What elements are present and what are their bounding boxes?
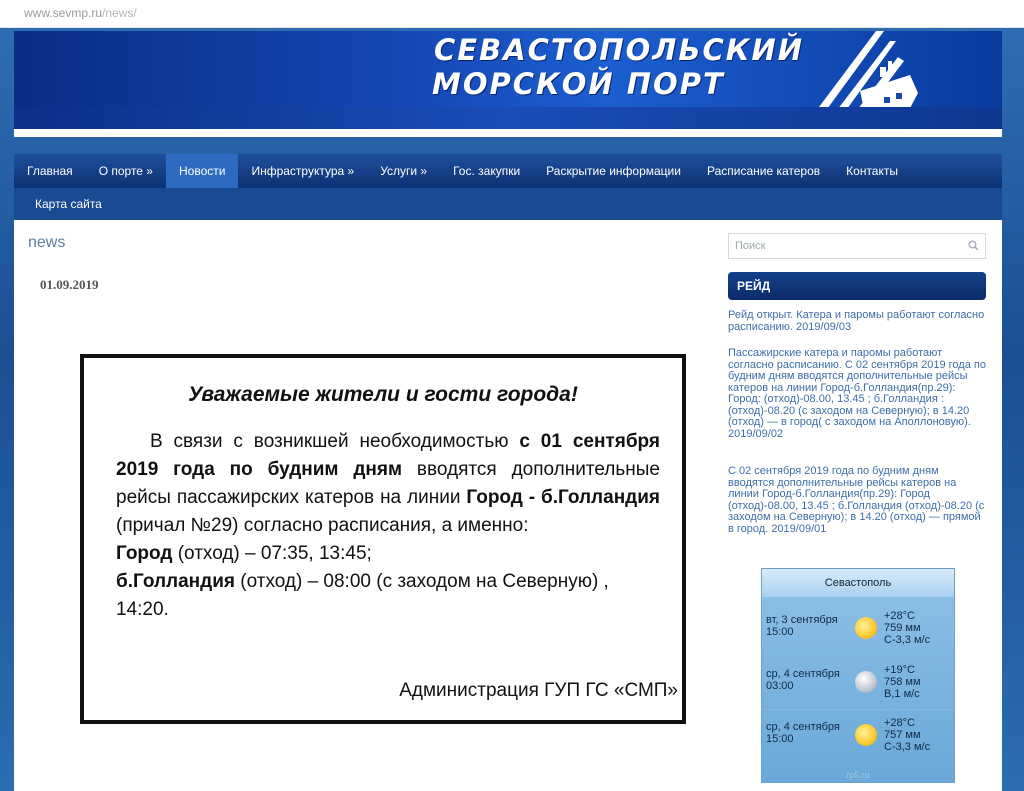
- notice-text: (отход) – 08:00 (с заходом на Северную) , 14:20.: [116, 571, 609, 620]
- weather-pressure: 757 мм: [884, 729, 921, 741]
- nav-about[interactable]: О порте »: [98, 164, 153, 178]
- notice-text: (отход) – 07:35, 13:45;: [172, 543, 372, 564]
- notice-paragraph: [116, 428, 660, 540]
- cloud-moon-icon: [855, 671, 877, 693]
- nav-sitemap[interactable]: Карта сайта: [35, 197, 102, 211]
- sidebar-news-item[interactable]: Рейд открыт. Катера и паромы работают согласно расписанию. 2019/09/03: [728, 309, 985, 333]
- weather-pressure: 758 мм: [884, 676, 921, 688]
- nav-disclosure[interactable]: Раскрытие информации: [546, 164, 681, 178]
- nav-contacts[interactable]: Контакты: [846, 164, 898, 178]
- weather-row: [762, 603, 954, 655]
- nav-boat-schedule[interactable]: Расписание катеров: [706, 164, 821, 178]
- weather-time: ср, 4 сентября 03:00: [766, 668, 840, 692]
- notice-line-gollandia: [116, 568, 660, 624]
- url-host: www.sevmp.ru: [24, 6, 103, 20]
- search-input[interactable]: [728, 233, 986, 259]
- secondary-nav: [14, 188, 1002, 220]
- notice-signature: Администрация ГУП ГС «СМП»: [399, 680, 678, 701]
- weather-values: [884, 664, 921, 700]
- notice-bold-text: с 01 сентября 2019 года по будним дням: [116, 431, 661, 480]
- sidebar-news-item[interactable]: Пассажирские катера и паромы работают согласно расписанию. С 02 сентября 2019 года по будним дням вводятся дополнительные рейсы катеров на линии Город-б.Голландия(пр.29): Город: (отход)-08.00, 13.45 ; б.Голландия : (отход)-08.20 (с заходом на Северную); в 14.20 (отход) — в город( с заходом на Аполлоновую). 2019/09/02: [728, 347, 986, 440]
- weather-wind: С-3,3 м/с: [884, 634, 931, 646]
- weather-widget[interactable]: [761, 568, 955, 783]
- nav-infrastructure[interactable]: Инфраструктура »: [251, 164, 355, 178]
- site-banner[interactable]: [14, 31, 1002, 137]
- weather-temp: +28°C: [884, 610, 916, 622]
- weather-values: [884, 717, 930, 753]
- nav-home[interactable]: Главная: [27, 164, 73, 178]
- weather-temp: +19°C: [884, 664, 916, 676]
- weather-temp: +28°C: [884, 717, 916, 729]
- weather-city: Севастополь: [762, 569, 954, 597]
- weather-row: [762, 656, 954, 708]
- page-title: news: [28, 234, 66, 251]
- weather-source-link[interactable]: rp5.ru: [846, 770, 870, 780]
- post-date: 01.09.2019: [40, 277, 99, 292]
- sidebar-news-item[interactable]: С 02 сентября 2019 года по будним дням вводятся дополнительные рейсы катеров на линии Город-б.Голландия(пр.29): Город (отход)-08.00, 13.45 ; б.Голландия (отход)-08.20 (с заходом на Северную); в 14.20 (отход) — прямой в город. 2019/09/01: [728, 465, 985, 535]
- notice-bold-text: Город - б.Голландия: [466, 487, 660, 508]
- url-path: /news/: [102, 6, 137, 20]
- sun-icon: [855, 724, 877, 746]
- sun-icon: [855, 617, 877, 639]
- roadstead-header: РЕЙД: [728, 272, 986, 300]
- banner-band: [14, 107, 1002, 129]
- notice-text: вводятся дополнительные рейсы пассажирских катеров на линии: [116, 459, 660, 508]
- weather-wind: В,1 м/с: [884, 688, 920, 700]
- address-bar[interactable]: [0, 0, 1024, 28]
- banner-title-line2: МОРСКОЙ ПОРТ: [432, 67, 725, 101]
- main-nav: [14, 154, 1002, 188]
- notice-text: В связи с возникшей необходимостью: [150, 431, 520, 452]
- banner-title-line1: СЕВАСТОПОЛЬСКИЙ: [434, 33, 804, 67]
- weather-values: [884, 610, 930, 646]
- weather-pressure: 759 мм: [884, 622, 921, 634]
- notice-heading: Уважаемые жители и гости города!: [188, 383, 578, 406]
- notice-bold-text: Город: [116, 543, 173, 564]
- weather-time: вт, 3 сентября 15:00: [766, 614, 838, 638]
- notice-body: [116, 428, 660, 624]
- content-area: [14, 220, 1002, 791]
- announcement-image: [80, 354, 686, 724]
- search-icon[interactable]: [968, 240, 979, 251]
- nav-news[interactable]: Новости: [166, 154, 238, 188]
- weather-row: [762, 709, 954, 761]
- search-placeholder: Поиск: [735, 240, 766, 252]
- notice-text: (причал №29) согласно расписания, а именно:: [116, 515, 529, 536]
- weather-time: ср, 4 сентября 15:00: [766, 721, 840, 745]
- nav-services[interactable]: Услуги »: [380, 164, 428, 178]
- notice-bold-text: б.Голландия: [116, 571, 235, 592]
- nav-procurement[interactable]: Гос. закупки: [453, 164, 521, 178]
- weather-wind: С-3,3 м/с: [884, 741, 931, 753]
- notice-line-city: [116, 540, 660, 568]
